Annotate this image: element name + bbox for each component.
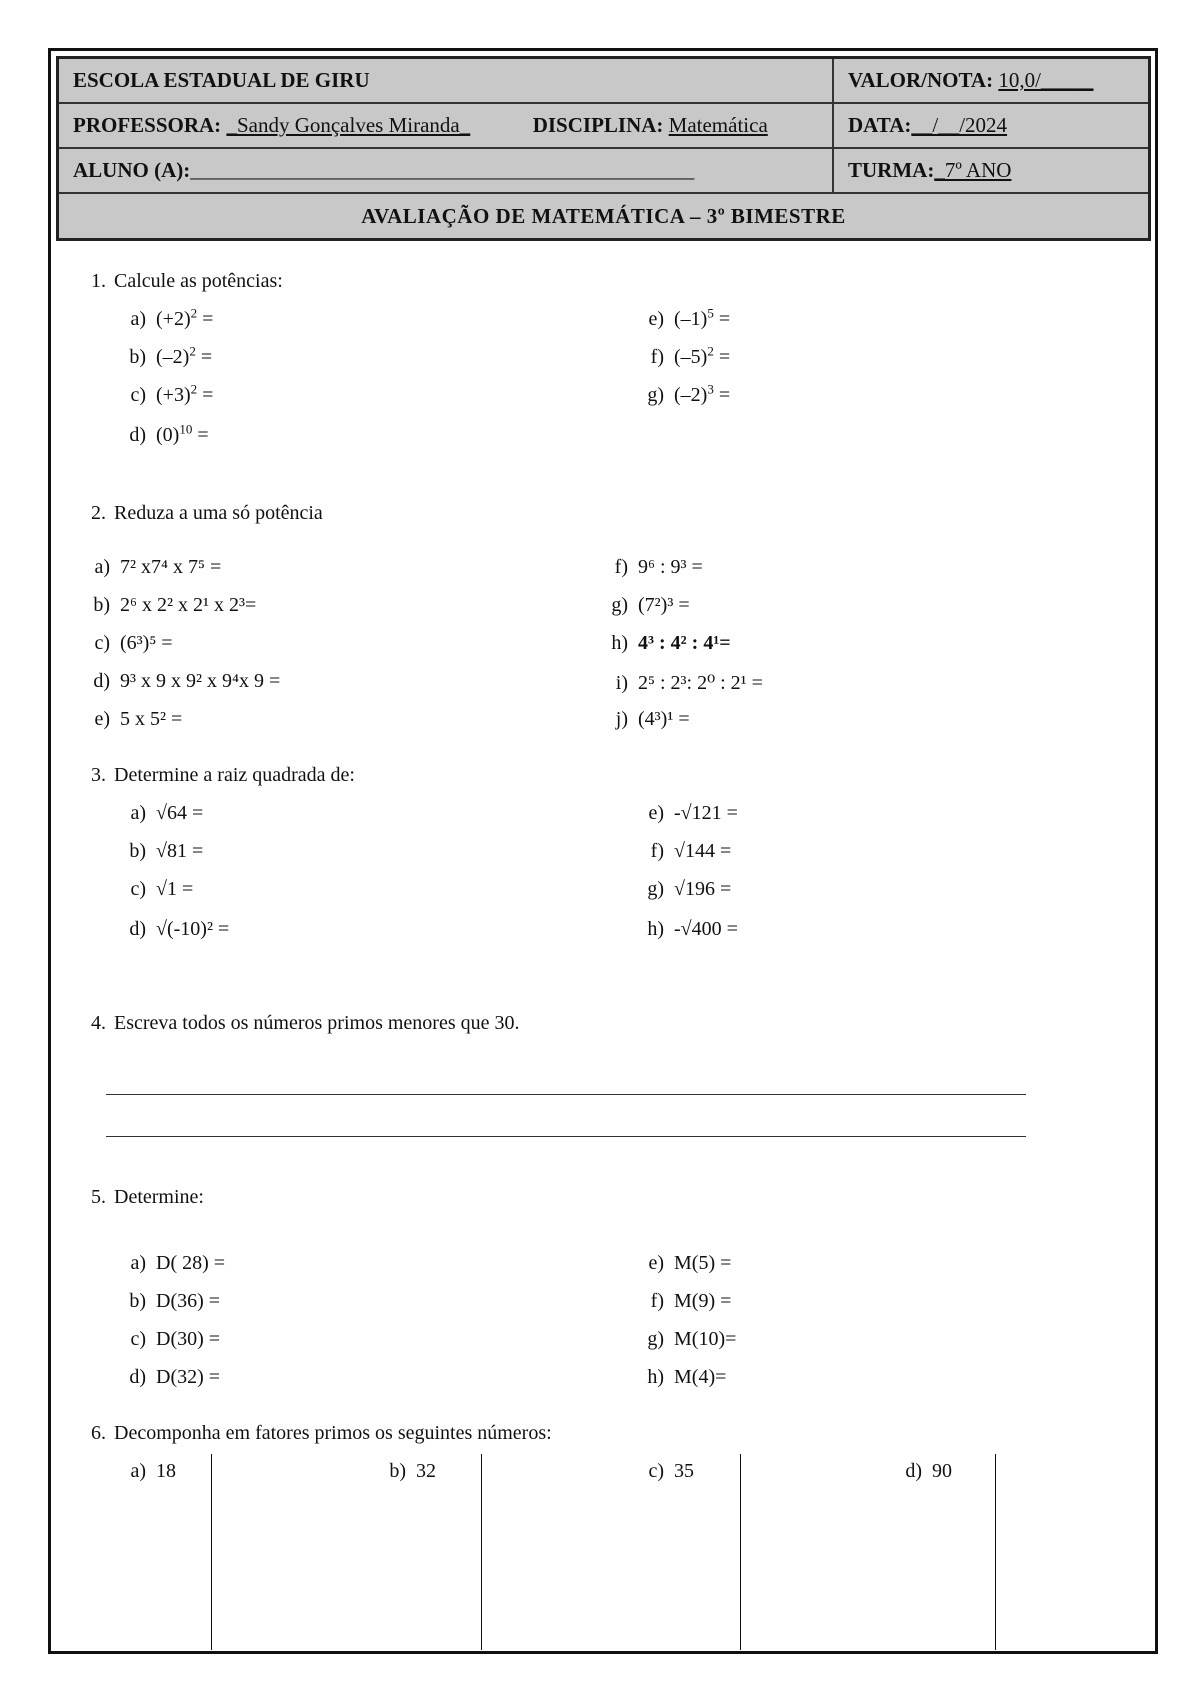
q5-item-b: b) D(36) = <box>129 1290 221 1312</box>
q6-item-c: c) 35 <box>648 1460 694 1482</box>
factor-divider-line <box>740 1454 741 1650</box>
q2-item-b: b) 2⁶ x 2² x 2¹ x 2³= <box>93 594 257 616</box>
teacher-label: PROFESSORA: <box>73 113 222 137</box>
factor-divider-line <box>995 1454 996 1650</box>
date-value[interactable]: __/__/2024 <box>911 113 1008 137</box>
q1-item-b: b) $(-2)^2$ = <box>129 343 213 368</box>
question-2 <box>68 502 323 525</box>
question-text: Determine: <box>114 1186 204 1208</box>
subject-value: Matemática <box>668 113 768 137</box>
factor-divider-line <box>481 1454 482 1650</box>
q3-item-d: d) √(-10)² = <box>129 918 230 940</box>
grade-value[interactable]: 10,0/_____ <box>998 68 1094 92</box>
question-number: 6. <box>91 1422 106 1444</box>
q2-item-c: c) (6³)⁵ = <box>94 632 173 654</box>
question-5 <box>68 1186 204 1209</box>
q1-item-e: e) $(-1)^5$ = <box>648 305 731 330</box>
question-number: 4. <box>91 1012 106 1034</box>
question-text: Determine a raiz quadrada de: <box>114 764 355 786</box>
question-text: Reduza a uma só potência <box>114 502 323 524</box>
student-cell <box>58 148 834 193</box>
q5-item-c: c) D(30) = <box>130 1328 221 1350</box>
q1-item-c: c) $(+3)^2$ = <box>130 381 214 406</box>
grade-label: VALOR/NOTA: <box>848 68 994 92</box>
question-text: Escreva todos os números primos menores que 30. <box>114 1012 520 1034</box>
student-label: ALUNO (A): <box>73 158 191 182</box>
q1-item-g: g) $(-2)^3$ = <box>647 381 731 406</box>
question-number: 3. <box>91 764 106 786</box>
student-name-field[interactable]: ________________________________________________ <box>190 158 695 182</box>
q3-item-b: b) √81 = <box>129 840 204 862</box>
question-4 <box>68 1012 519 1035</box>
q2-item-e: e) 5 x 5² = <box>94 708 183 730</box>
q5-item-a: a) D( 28) = <box>130 1252 226 1274</box>
q5-item-g: g) M(10)= <box>647 1328 737 1350</box>
q1-item-a: a) $(+2)^2$ = <box>130 305 214 330</box>
exam-header-table <box>56 56 1151 241</box>
date-label: DATA: <box>848 113 912 137</box>
question-text: Decomponha em fatores primos os seguintes números: <box>114 1422 552 1444</box>
q5-item-d: d) D(32) = <box>129 1366 221 1388</box>
question-number: 2. <box>91 502 106 524</box>
school-name-cell <box>58 58 834 104</box>
teacher-name: _Sandy Gonçalves Miranda_ <box>226 113 471 137</box>
question-1 <box>68 270 283 293</box>
answer-line[interactable] <box>106 1094 1026 1095</box>
question-text: Calcule as potências: <box>114 270 283 292</box>
question-number: 5. <box>91 1186 106 1208</box>
q5-item-e: e) M(5) = <box>648 1252 732 1274</box>
q5-item-h: h) M(4)= <box>647 1366 727 1388</box>
factor-divider-line <box>211 1454 212 1650</box>
grade-cell <box>833 58 1150 104</box>
subject-label: DISCIPLINA: <box>532 113 664 137</box>
q2-item-j: j) (4³)¹ = <box>615 708 690 730</box>
q2-item-h: h) 4³ : 4² : 4¹= <box>611 632 731 654</box>
q6-item-a: a) 18 <box>130 1460 176 1482</box>
q5-item-f: f) M(9) = <box>650 1290 732 1312</box>
q3-item-c: c) √1 = <box>130 878 194 900</box>
teacher-subject-cell <box>58 103 834 148</box>
exam-title: AVALIAÇÃO DE MATEMÁTICA – 3º BIMESTRE <box>361 203 846 228</box>
q3-item-e: e) -√121 = <box>648 802 738 824</box>
date-cell <box>833 103 1150 148</box>
q3-item-a: a) √64 = <box>130 802 204 824</box>
question-6 <box>68 1422 552 1445</box>
question-number: 1. <box>91 270 106 292</box>
q3-item-f: f) √144 = <box>650 840 732 862</box>
q3-item-g: g) √196 = <box>647 878 732 900</box>
q2-item-d: d) 9³ x 9 x 9² x 9⁴x 9 = <box>93 670 281 692</box>
exam-title-cell <box>58 193 1150 240</box>
q3-item-h: h) -√400 = <box>647 918 738 940</box>
q2-item-f: f) 9⁶ : 9³ = <box>614 556 703 578</box>
class-label: TURMA: <box>848 158 935 182</box>
class-cell <box>833 148 1150 193</box>
answer-line[interactable] <box>106 1136 1026 1137</box>
class-value: _7º ANO <box>934 158 1012 182</box>
question-3 <box>68 764 355 787</box>
q2-item-g: g) (7²)³ = <box>611 594 690 616</box>
q1-item-f: f) $(-5)^2$ = <box>650 343 731 368</box>
school-name: ESCOLA ESTADUAL DE GIRU <box>73 68 370 92</box>
q6-item-d: d) 90 <box>905 1460 952 1482</box>
q2-item-a: a) 7² x7⁴ x 7⁵ = <box>94 556 222 578</box>
q2-item-i: i) 2⁵ : 2³: 2⁰ : 2¹ = <box>615 672 763 694</box>
q1-item-d: d) $(0)^{10}$ = <box>129 421 209 446</box>
q6-item-b: b) 32 <box>389 1460 436 1482</box>
